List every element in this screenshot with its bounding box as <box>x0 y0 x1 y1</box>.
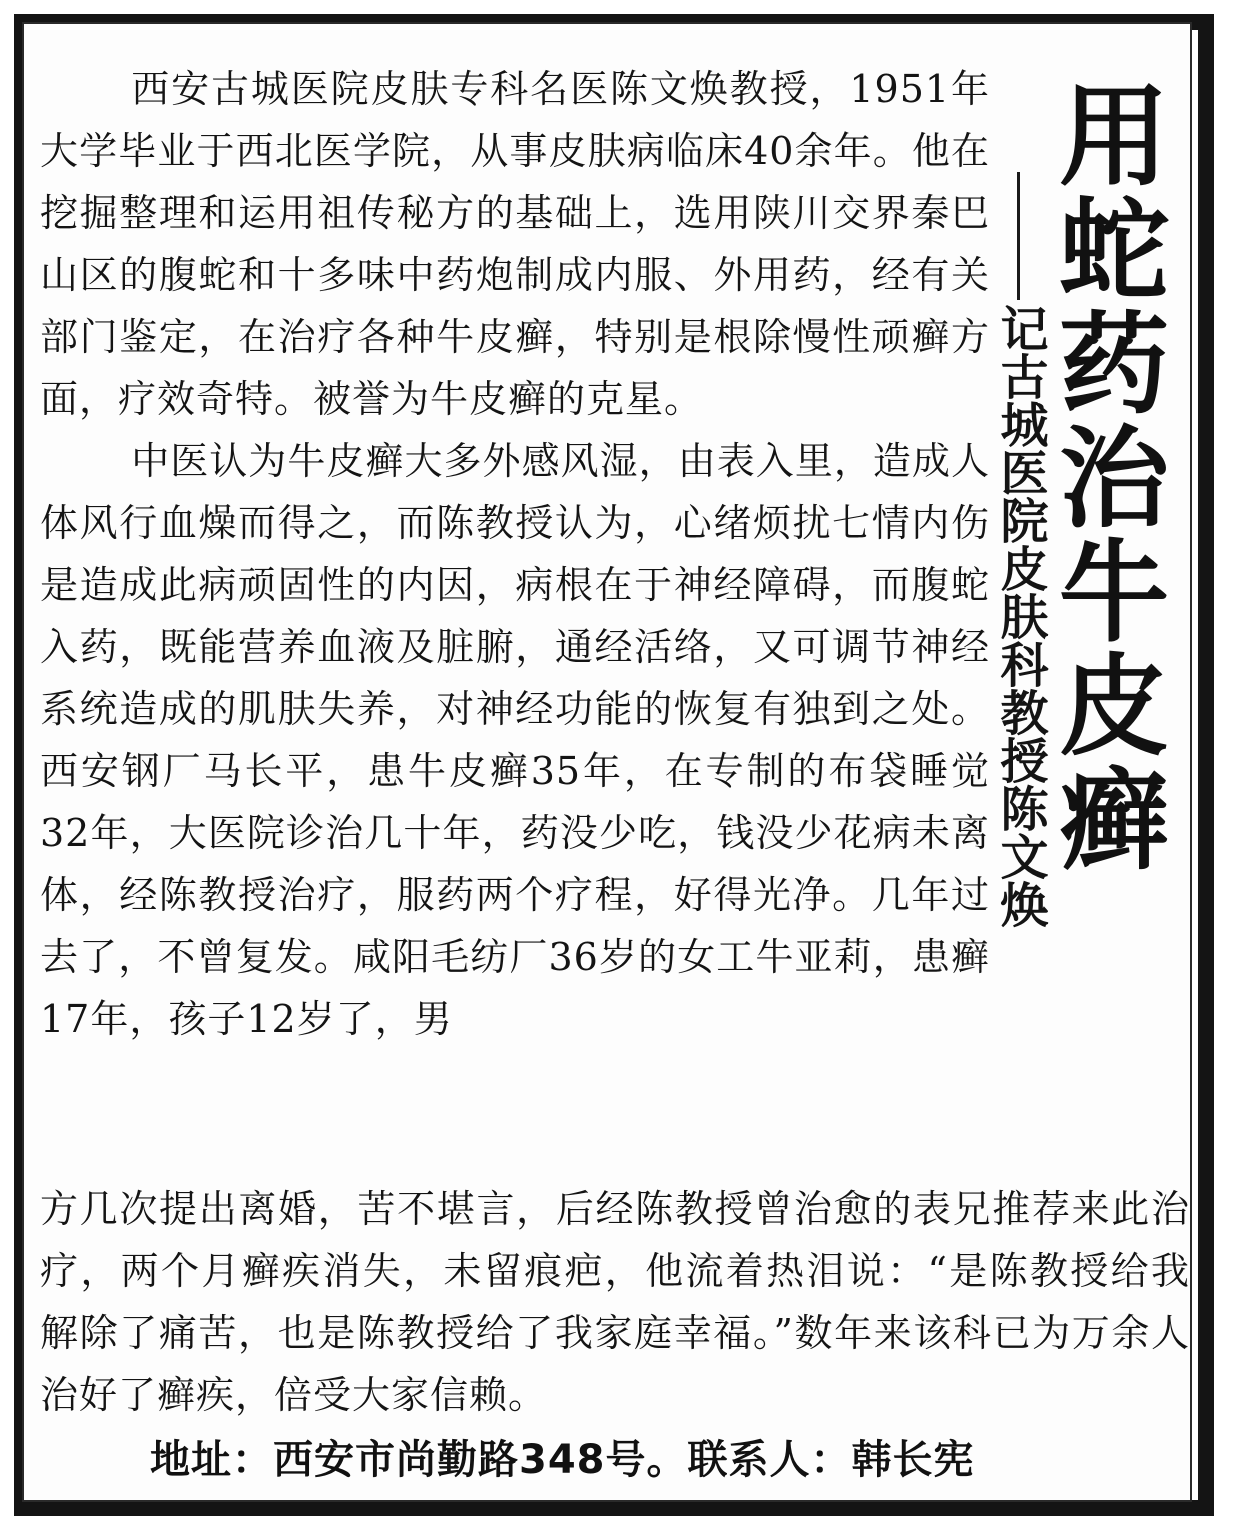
headline: 用蛇药治牛皮癣 <box>1041 78 1169 876</box>
subtitle: 记古城医院皮肤科教授陈文焕 <box>992 304 1048 928</box>
paragraph-2: 中医认为牛皮癣大多外感风湿，由表入里，造成人体风行血燥而得之，而陈教授认为，心绪烦扰七情内伤是造成此病顽固性的内因，病根在于神经障碍，而腹蛇入药，既能营养血液及脏腑，通经活络，又可调节神经系统造成的肌肤失养，对神经功能的恢复有独到之处。西安钢厂马长平，患牛皮癣35年，在专制的布袋睡觉32年，大医院诊治几十年，药没少吃，钱没少花病未离体，经陈教授治疗，服药两个疗程，好得光净。几年过去了，不曾复发。咸阳毛纺厂36岁的女工牛亚莉，患癣17年，孩子12岁了，男 <box>40 439 990 1041</box>
paragraph-1: 西安古城医院皮肤专科名医陈文焕教授，1951年大学毕业于西北医学院，从事皮肤病临床40余年。他在挖掘整理和运用祖传秘方的基础上，选用陕川交界秦巴山区的腹蛇和十多味中药炮制成内服、外用药，经有关部门鉴定，在治疗各种牛皮癣，特别是根除慢性顽癣方面，疗效奇特。被誉为牛皮癣的克星。 <box>40 67 990 421</box>
paragraph-2-continued: 方几次提出离婚，苦不堪言，后经陈教授曾治愈的表兄推荐来此治疗，两个月癣疾消失，未留痕疤，他流着热泪说：“是陈教授给我解除了痛苦，也是陈教授给了我家庭幸福。”数年来该科已为万余人治好了癣疾，倍受大家信赖。 <box>40 1187 1190 1417</box>
article-body <box>40 58 990 1050</box>
subtitle-dash <box>1017 172 1020 300</box>
contact-address: 地址：西安市尚勤路348号。联系人：韩长宪 <box>150 1437 975 1483</box>
